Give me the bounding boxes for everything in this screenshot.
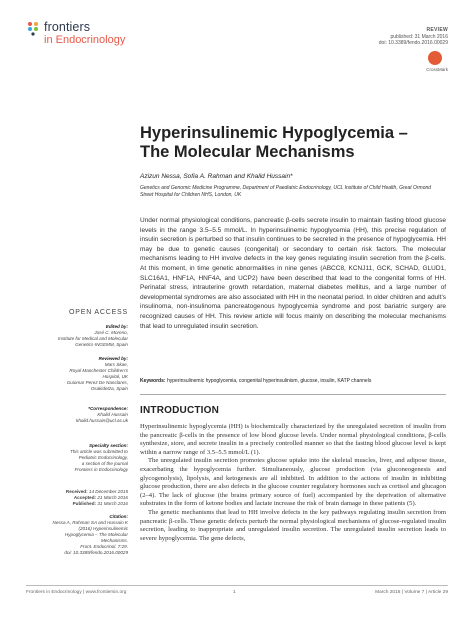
reviewed-by-line: Hospital, UK [102,374,128,379]
received-date: 14 December 2015 [88,489,128,494]
journal-logo-name: in Endocrinology [44,34,126,46]
citation-line: (2016) Hyperinsulinemic [78,526,128,531]
crossmark-label: CrossMark [426,67,448,72]
paragraph: The genetic mechanisms that lead to HH involve defects in the key pathways regulating insulin secretion from pancreatic β-cells. These genetic defects perturb the normal physiological mechanisms of glucose-regulated insulin secretion, leading to inappropriate and unregulated insulin secretion. The unregulated insulin secretion leads to severe hypoglycemia. The gene defects, [140,508,446,542]
citation [40,514,128,556]
reviewed-by-line: Guiomar Perez De Nanclares, [66,380,128,385]
received-label: Received: [65,489,88,494]
keywords [140,378,446,385]
reviewed-by [40,356,128,392]
reviewed-by-line: Osakidetza, Spain [90,386,128,391]
citation-line: doi: 10.3389/fendo.2016.00029 [64,550,128,555]
specialty-line: a section of the journal [81,461,128,466]
edited-by-line: Genetics-INGEMM, Spain [75,342,128,347]
specialty-line: Frontiers in Endocrinology [74,467,128,472]
footer-issue: March 2016 | Volume 7 | Article 29 [375,590,448,595]
edited-by-line: José C. Moreno, [94,330,128,335]
citation-line: Front. Endocrinol. 7:29. [80,544,128,549]
accepted-label: Accepted: [73,495,97,500]
citation-line: Mechanisms. [100,538,128,543]
article-title: Hyperinsulinemic Hypoglycemia – The Molecular Mechanisms [140,124,408,161]
footer-journal[interactable]: Frontiers in Endocrinology | www.frontiersin.org [26,590,127,595]
keywords-list: hyperinsulinemic hypoglycemia, congenital hyperinsulinism, glucose, insulin, KATP channels [166,378,372,384]
open-access-label: OPEN ACCESS [69,309,128,316]
affiliation: Genetics and Genomic Medicine Programme, Department of Paediatric Endocrinology, UCL Institute of Child Health, Great Ormond Street Hospital for Children NHS, London, UK [140,185,432,198]
citation-line: Nessa A, Rahman SA and Hussain K [52,520,128,525]
citation-label: Citation: [109,514,128,519]
correspondence [40,406,128,424]
published-label: Published: [72,501,97,506]
divider [140,394,446,395]
paragraph: The unregulated insulin secretion promotes glucose uptake into the skeletal muscles, liver, and adipose tissue, exacerbating the hypoglycemia further. Simultaneously, glucose production (via gluconeogenesis and glycogenolysis), lipolysis, and ketogenesis are all inhibited. In addition to the actions of insulin in inhibiting glucose production, there are also defects in the glucose counter regulatory hormones such as cortisol and glucagon (2–4). The lack of glucose (the brains primary source of fuel) accompanied by the deprivation of alternative substrates in the form of ketone bodies and lactate increase the risk of brain damage in these patients (5). [140,457,446,508]
article-type: REVIEW [426,27,448,33]
page-number: 1 [233,590,236,595]
footer-divider [26,585,448,586]
authors: Azizun Nessa, Sofia A. Rahman and Khalid Hussain* [140,173,293,180]
correspondence-name: Khalid Hussain [97,412,128,417]
specialty-line: Pediatric Endocrinology, [78,455,128,460]
section-heading-introduction: INTRODUCTION [140,405,220,416]
specialty-line: This article was submitted to [70,449,128,454]
crossmark-icon[interactable] [428,51,442,65]
correspondence-email[interactable]: khalid.hussain@ucl.ac.uk [76,418,128,423]
published-date-side: 31 March 2016 [97,501,128,506]
abstract: Under normal physiological conditions, pancreatic β-cells secrete insulin to maintain fasting blood glucose levels in the range 3.5–5.5 mmol/L. In hyperinsulinemic hypoglycemia (HH), this precise regulation of insulin secretion is perturbed so that insulin continues to be secreted in the presence of hypoglycemia. HH may be due to genetic causes (congenital) or secondary to certain risk factors. The molecular mechanisms leading to HH involve defects in the key genes regulating insulin secretion from the β-cells. At this moment, in time genetic abnormalities in nine genes (ABCC8, KCNJ11, GCK, SCHAD, GLUD1, SLC16A1, HNF1A, HNF4A, and UCP2) have been described that lead to the congenital forms of HH. Perinatal stress, intrauterine growth retardation, maternal diabetes mellitus, and a large number of developmental syndromes are also associated with HH in the neonatal period. In older children and adult’s insulinoma, non-insulinoma pancreatogenous hypoglycemia syndrome and post bariatric surgery are recognized causes of HH. This review article will focus mainly on describing the molecular mechanisms that lead to unregulated insulin secretion. [140,217,446,330]
dates [40,489,128,507]
correspondence-label: *Correspondence: [88,406,128,411]
reviewed-by-line: Mars Skae, [104,362,128,367]
accepted-date: 21 March 2016 [97,495,128,500]
frontiers-logo-icon [26,20,40,36]
reviewed-by-label: Reviewed by: [98,356,128,361]
specialty-section [40,443,128,473]
citation-line: Hypoglycemia – The Molecular [64,532,128,537]
reviewed-by-line: Royal Manchester Children’s [69,368,128,373]
edited-by [40,324,128,348]
edited-by-line: Institute for Medical and Molecular [58,336,128,341]
keywords-label: Keywords: [140,378,166,384]
specialty-label: Specialty section: [88,443,128,448]
body-text [140,423,446,543]
doi[interactable]: doi: 10.3389/fendo.2016.00029 [378,40,448,46]
paragraph: Hyperinsulinemic hypoglycemia (HH) is biochemically characterized by the unregulated secretion of insulin from the pancreatic β-cells in the presence of low blood glucose levels. Under normal physiological conditions, β-cells synthesize, store, and secrete insulin in a precisely controlled manner so that the fasting blood glucose level is kept within a narrow range of 3.5–5.5 mmol/L (1). [140,423,446,456]
published-date: published: 31 March 2016 [390,34,448,40]
edited-by-label: Edited by: [105,324,128,329]
journal-logo-frontiers: frontiers [44,20,91,34]
